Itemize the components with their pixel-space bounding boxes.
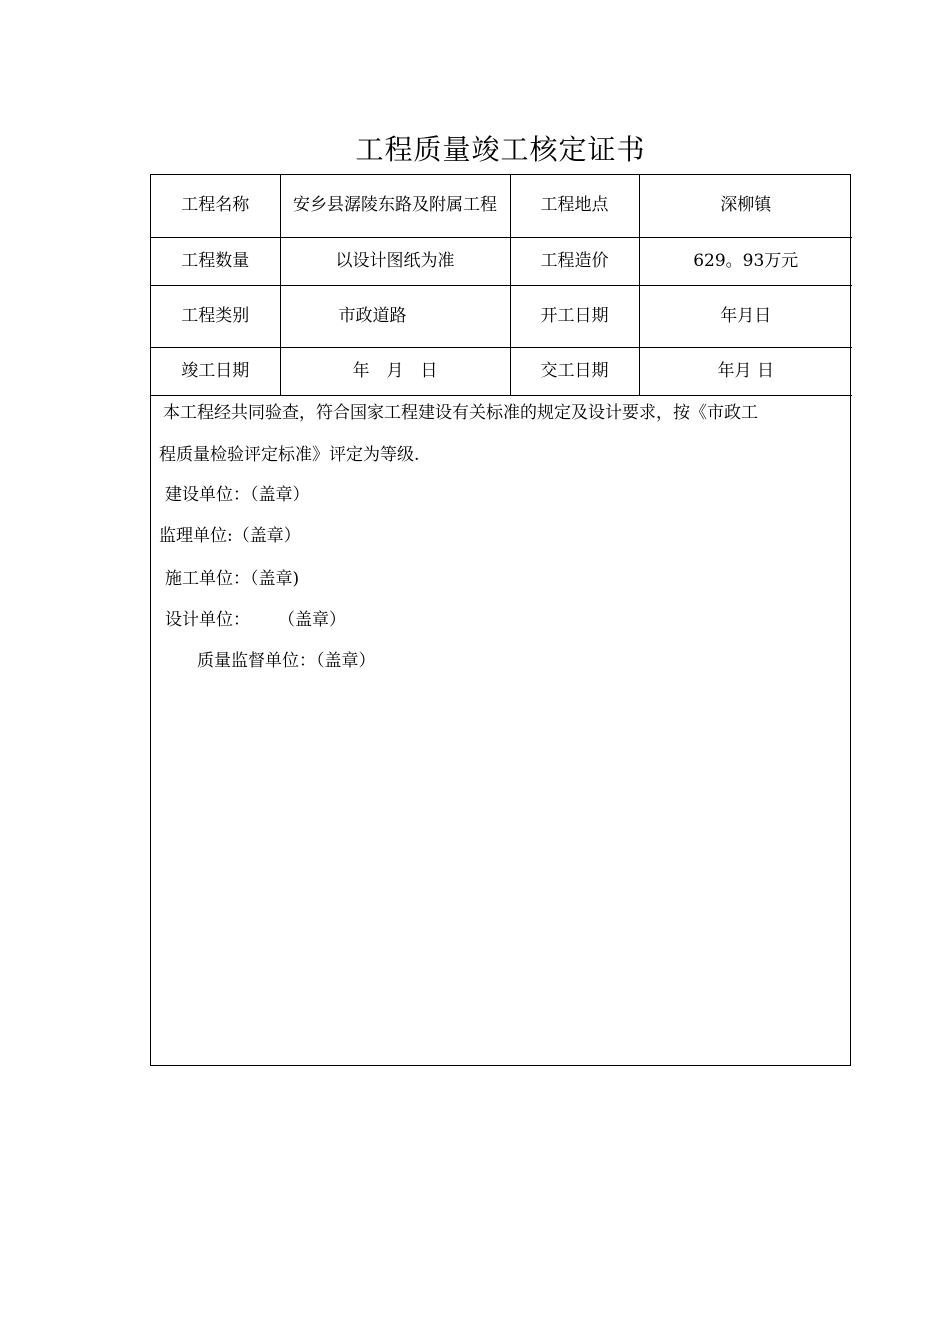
quantity-value: 以设计图纸为准	[280, 237, 510, 285]
design-unit-signature	[165, 605, 346, 630]
start-date-label: 开工日期	[510, 285, 639, 347]
completion-date-label: 竣工日期	[151, 347, 280, 395]
project-info-table	[151, 175, 852, 396]
statement-line-1: 本工程经共同验查，符合国家工程建设有关标准的规定及设计要求，按《市政工	[163, 402, 758, 423]
table-row	[151, 175, 852, 237]
quantity-label: 工程数量	[151, 237, 280, 285]
table-row	[151, 347, 852, 395]
document-title: 工程质量竣工核定证书	[355, 133, 646, 166]
quality-supervision-signature: 质量监督单位：（盖章）	[197, 650, 376, 671]
table-row	[151, 237, 852, 285]
start-date-value: 年月日	[639, 285, 852, 347]
design-unit-seal: （盖章）	[278, 609, 346, 630]
category-value: 市政道路	[280, 285, 510, 347]
construction-unit-signature: 建设单位：（盖章）	[165, 484, 310, 505]
completion-date-value: 年 月 日	[280, 347, 510, 395]
handover-date-label: 交工日期	[510, 347, 639, 395]
builder-unit-signature: 施工单位：（盖章)	[165, 568, 300, 589]
design-unit-label: 设计单位：	[165, 609, 250, 630]
cost-value: 629。93万元	[639, 237, 852, 285]
location-value: 深柳镇	[639, 175, 852, 237]
supervision-unit-signature: 监理单位:（盖章）	[159, 525, 301, 546]
handover-date-value: 年月 日	[639, 347, 852, 395]
table-row	[151, 285, 852, 347]
statement-line-2: 程质量检验评定标准》评定为等级.	[159, 444, 420, 465]
project-name-label: 工程名称	[151, 175, 280, 237]
location-label: 工程地点	[510, 175, 639, 237]
certificate-form	[150, 174, 851, 1066]
category-label: 工程类别	[151, 285, 280, 347]
project-name-value: 安乡县潺陵东路及附属工程	[280, 175, 510, 237]
cost-label: 工程造价	[510, 237, 639, 285]
